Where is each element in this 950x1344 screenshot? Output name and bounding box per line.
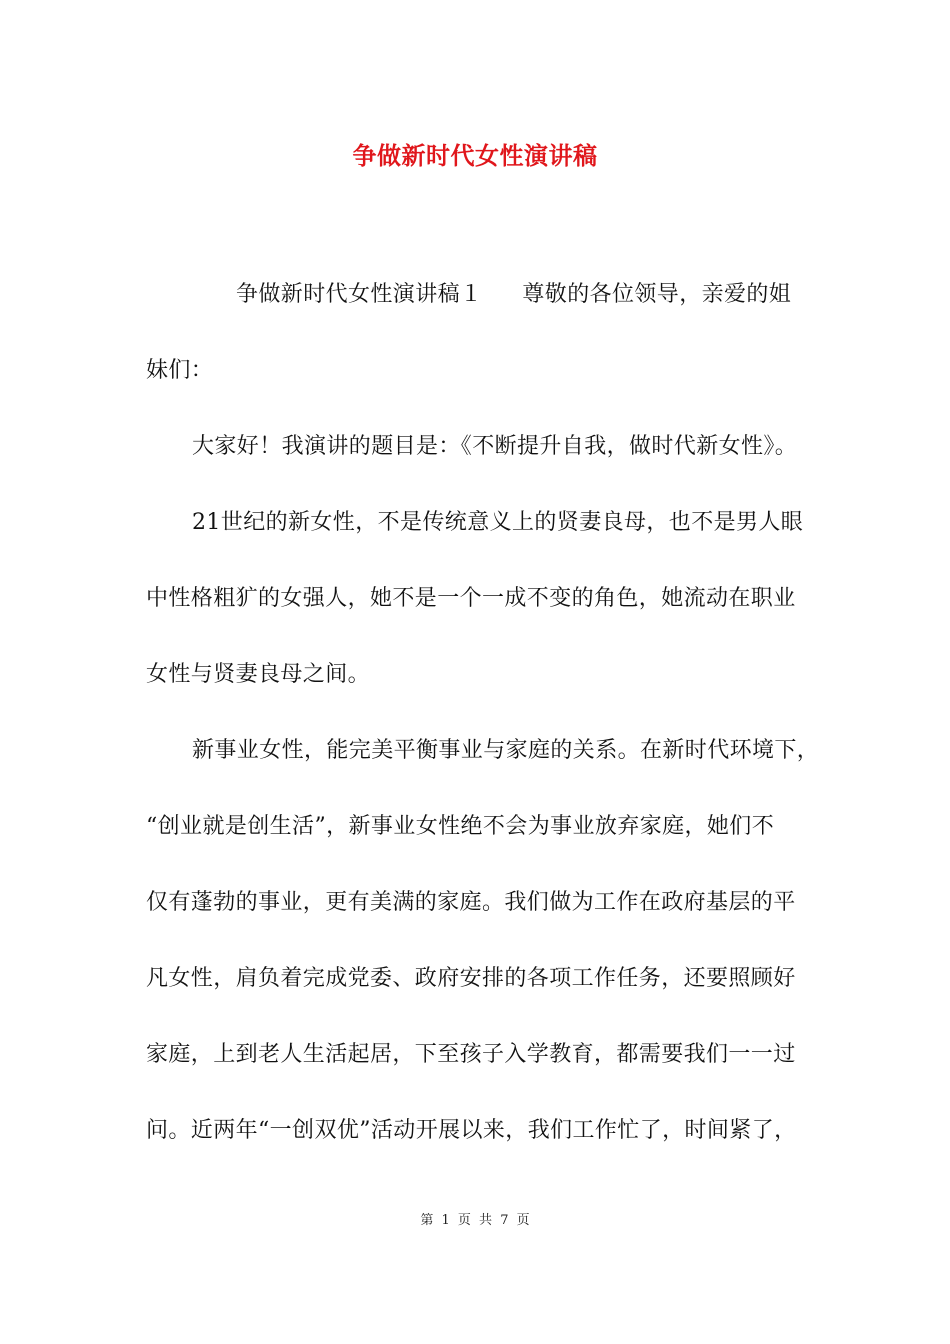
salutation-text: 尊敬的各位领导，亲爱的姐 xyxy=(522,282,792,307)
paragraph-line xyxy=(146,278,811,354)
paragraph-line: 21世纪的新女性，不是传统意义上的贤妻良母，也不是男人眼 xyxy=(192,510,804,535)
paragraph-line: 中性格粗犷的女强人，她不是一个一成不变的角色，她流动在职业 xyxy=(146,586,796,611)
paragraph-line: 家庭，上到老人生活起居，下至孩子入学教育，都需要我们一一过 xyxy=(146,1042,796,1067)
paragraph-line: 问。近两年“一创双优”活动开展以来，我们工作忙了，时间紧了， xyxy=(146,1118,797,1143)
page-footer: 第 1 页 共 7 页 xyxy=(420,1213,530,1228)
document-body xyxy=(146,278,820,1190)
paragraph-line: 新事业女性，能完美平衡事业与家庭的关系。在新时代环境下， xyxy=(192,738,820,763)
paragraph-line: 仅有蓬勃的事业，更有美满的家庭。我们做为工作在政府基层的平 xyxy=(146,890,796,915)
paragraph-line: 凡女性，肩负着完成党委、政府安排的各项工作任务，还要照顾好 xyxy=(146,966,796,991)
paragraph-line: “创业就是创生活”，新事业女性绝不会为事业放弃家庭，她们不 xyxy=(146,814,775,839)
paragraph-line: 妹们： xyxy=(146,358,214,383)
document-title: 争做新时代女性演讲稿 xyxy=(352,141,598,170)
paragraph-line: 大家好！我演讲的题目是：《不断提升自我，做时代新女性》。 xyxy=(192,434,798,459)
inline-heading: 争做新时代女性演讲稿１ xyxy=(236,282,483,307)
paragraph-line: 女性与贤妻良母之间。 xyxy=(146,662,371,687)
